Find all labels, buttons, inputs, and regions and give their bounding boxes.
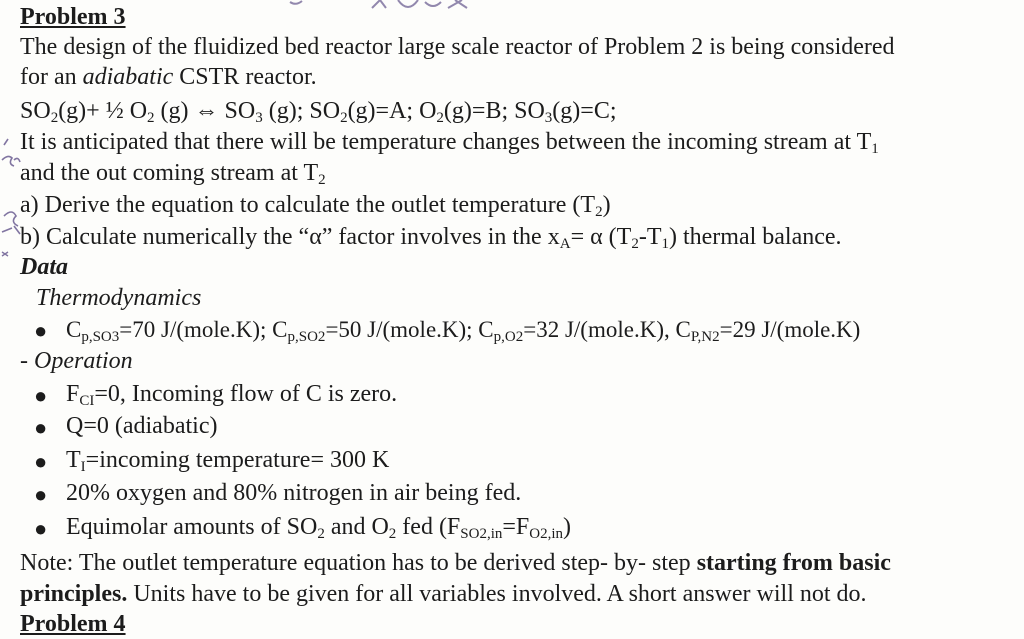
- part-b-text: ) thermal balance.: [668, 224, 842, 250]
- op-sub: I: [80, 459, 86, 475]
- temperature-line-2: [20, 158, 326, 188]
- part-a: [20, 190, 611, 220]
- cp-sub: p,SO3: [81, 329, 120, 345]
- part-b-sub: 1: [661, 236, 669, 252]
- part-a-text: a) Derive the equation to calculate the outlet temperature (T: [20, 192, 596, 218]
- cp-text: =70 J/(mole.K); C: [119, 317, 288, 342]
- operation-heading: [20, 346, 133, 376]
- intro-line-2-tail: CSTR reactor.: [173, 64, 317, 90]
- op-text: T: [66, 447, 81, 473]
- reaction-part: (g)=C;: [552, 98, 617, 124]
- part-a-sub: 2: [595, 204, 603, 220]
- operation-item-air: 20% oxygen and 80% nitrogen in air being fed.: [66, 480, 522, 506]
- op-sub: 2: [317, 526, 325, 542]
- note-bold: principles.: [20, 581, 128, 607]
- reaction-part: (g)=A; O: [347, 98, 437, 124]
- cp-text: =32 J/(mole.K), C: [523, 317, 691, 342]
- note-bold: starting from basic: [696, 550, 891, 576]
- intro-line-1: The design of the fluidized bed reactor large scale reactor of Problem 2 is being considered: [20, 34, 895, 60]
- note-text: Note: The outlet temperature equation has to be derived step- by- step: [20, 550, 697, 576]
- note-text: Units have to be given for all variables involved. A short answer will not do.: [127, 581, 867, 607]
- heat-capacity-line: [66, 315, 860, 345]
- cp-text: =29 J/(mole.K): [719, 317, 861, 342]
- reaction-part: (g)=B; SO: [443, 98, 545, 124]
- bullet-icon: ●: [34, 415, 48, 440]
- note-line-1: [20, 548, 891, 578]
- operation-item-fc: [66, 379, 397, 409]
- reaction-sub: 2: [147, 110, 155, 126]
- part-b: [20, 222, 842, 252]
- temperature-line-1: [20, 127, 879, 157]
- bullet-icon: ●: [34, 482, 48, 507]
- reaction-sub: 2: [340, 110, 348, 126]
- bullet-icon: ●: [34, 383, 48, 408]
- operation-item-equimolar: [66, 512, 571, 542]
- reaction-part: (g); SO: [262, 98, 341, 124]
- part-b-sub: A: [559, 236, 571, 252]
- reaction-sub: 2: [436, 110, 444, 126]
- t2-sub: 2: [318, 172, 326, 188]
- operation-dash: -: [20, 348, 34, 374]
- cp-text: C: [66, 317, 82, 342]
- bullet-icon: ●: [34, 318, 48, 343]
- note-line-2: [20, 579, 867, 609]
- problem-3-heading: Problem 3: [20, 4, 126, 30]
- thermodynamics-heading: Thermodynamics: [36, 285, 202, 311]
- temperature-line-2-text: and the out coming stream at T: [20, 160, 319, 186]
- intro-line-2-text: for an: [20, 64, 83, 90]
- part-a-tail: ): [602, 192, 611, 218]
- reaction-equation: [20, 96, 617, 126]
- operation-item-q: Q=0 (adiabatic): [66, 413, 218, 439]
- data-heading: Data: [20, 254, 68, 280]
- part-b-sub: 2: [631, 236, 639, 252]
- temperature-line-1-text: It is anticipated that there will be temperature changes between the incoming stream at T: [20, 129, 872, 155]
- reaction-sub: 2: [50, 110, 59, 126]
- adiabatic-emphasis: adiabatic: [82, 64, 174, 90]
- op-text: =incoming temperature= 300 K: [85, 447, 390, 473]
- part-b-text: -T: [638, 224, 662, 250]
- cp-sub: p,O2: [493, 329, 524, 345]
- reaction-sub: 3: [544, 110, 553, 126]
- cp-text: =50 J/(mole.K); C: [325, 317, 494, 342]
- reaction-part: (g)+ ½ O: [58, 98, 148, 124]
- op-text: =F: [502, 514, 530, 540]
- op-text: fed (F: [396, 514, 461, 540]
- operation-heading-text: Operation: [34, 348, 133, 374]
- op-text: F: [66, 381, 80, 407]
- op-text: =0, Incoming flow of C is zero.: [94, 381, 398, 407]
- problem-4-heading: Problem 4: [20, 611, 126, 637]
- op-text: ): [563, 514, 572, 540]
- intro-line-2: [20, 62, 317, 92]
- reaction-sub: 3: [255, 110, 263, 126]
- op-text: Equimolar amounts of SO: [66, 514, 318, 540]
- part-b-text: b) Calculate numerically the “α” factor involves in the x: [20, 224, 560, 250]
- op-text: and O: [324, 514, 389, 540]
- cp-sub: p,SO2: [287, 329, 326, 345]
- op-sub: 2: [388, 526, 397, 542]
- op-sub: CI: [79, 393, 95, 409]
- bullet-icon: ●: [34, 449, 48, 474]
- cp-sub: P,N2: [690, 329, 720, 345]
- op-sub: SO2,in: [460, 526, 503, 542]
- part-b-text: = α (T: [570, 224, 632, 250]
- reaction-part: SO: [20, 98, 51, 124]
- op-sub: O2,in: [529, 526, 564, 542]
- reaction-part: (g) ⇔ SO: [154, 98, 256, 124]
- t1-sub: 1: [871, 141, 879, 157]
- bullet-icon: ●: [34, 516, 48, 541]
- operation-item-t1: [66, 445, 389, 475]
